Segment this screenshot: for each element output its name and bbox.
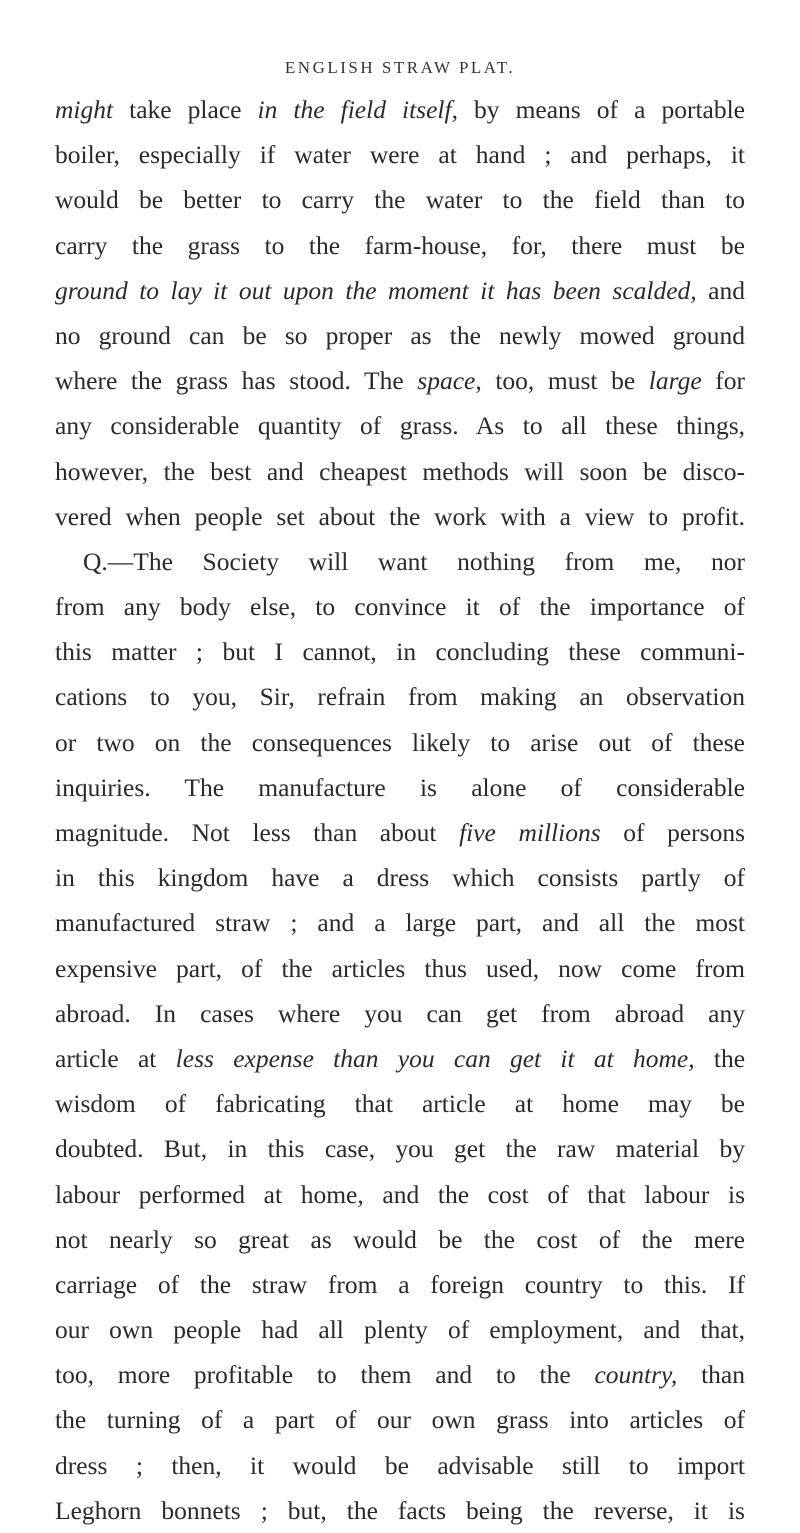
text-span: from any body else, to convince it of the importance of <box>55 592 745 622</box>
text-line <box>55 1443 745 1488</box>
text-line <box>55 1172 745 1217</box>
text-span: carriage of the straw from a foreign country to this. If <box>55 1269 745 1299</box>
text-span: cations to you, Sir, refrain from making an observation <box>55 682 745 712</box>
text-span: or two on the consequences likely to arise out of these <box>55 727 745 757</box>
italic-text-span <box>55 95 258 124</box>
text-line <box>55 494 745 539</box>
text-line <box>55 765 745 810</box>
text-span: than <box>677 1360 746 1390</box>
text-span: boiler, especially if water were at hand ; and perhaps, it <box>55 140 745 170</box>
italic-text-span: space, <box>417 366 482 396</box>
text-span: the turning of a part of our own grass into articles of <box>55 1405 745 1435</box>
text-line <box>55 1307 745 1352</box>
text-span: expensive part, of the articles thus used, now come from <box>55 953 745 983</box>
text-line <box>55 946 745 991</box>
text-span: labour performed at home, and the cost of that labour is <box>55 1179 745 1209</box>
text-span: Leghorn bonnets ; but, the facts being the reverse, it is <box>55 1495 745 1525</box>
text-span: by means of a portable <box>457 95 745 124</box>
text-line <box>55 1036 745 1081</box>
text-line <box>55 1217 745 1262</box>
text-span: our own people had all plenty of employment, and that, <box>55 1315 745 1345</box>
text-span: Q.—The Society will want nothing from me, nor <box>83 546 745 576</box>
running-head: ENGLISH STRAW PLAT. <box>284 58 516 77</box>
text-line <box>55 177 745 222</box>
italic-text-span: less expense than you can get it at home, <box>175 1043 695 1073</box>
text-span: doubted. But, in this case, you get the raw material by <box>55 1134 745 1164</box>
text-span: inquiries. The manufacture is alone of considerable <box>55 772 745 802</box>
italic-text-span: in the field itself, <box>257 95 458 124</box>
text-line <box>55 991 745 1036</box>
text-span: not nearly so great as would be the cost of the mere <box>55 1224 745 1254</box>
text-line <box>55 403 745 448</box>
italic-text-span: might <box>55 95 114 124</box>
text-span: any considerable quantity of grass. As to all these things, <box>55 411 745 441</box>
italic-text-span: ground to lay it out upon the moment it has been scalded, <box>55 275 697 305</box>
text-line <box>55 358 745 403</box>
text-line <box>55 629 745 674</box>
text-span: and <box>696 275 745 305</box>
text-line <box>55 1352 745 1397</box>
text-line <box>55 674 745 719</box>
text-line <box>55 268 745 313</box>
text-span: no ground can be so proper as the newly mowed ground <box>55 320 745 350</box>
text-span: too, must be <box>481 366 649 396</box>
italic-text-span: country, <box>594 1360 678 1390</box>
text-line <box>55 1488 745 1533</box>
text-span: of persons <box>600 818 746 847</box>
text-line <box>55 539 745 584</box>
text-line <box>55 1081 745 1126</box>
text-span: magnitude. Not less than about <box>55 818 460 847</box>
italic-text-span: five millions <box>459 818 601 847</box>
text-span: the <box>694 1043 746 1073</box>
text-line <box>55 584 745 629</box>
italic-text-span: large <box>648 366 702 396</box>
text-span: carry the grass to the farm-house, for, there must be <box>55 230 745 260</box>
text-line <box>55 855 745 900</box>
text-line <box>55 900 745 945</box>
text-line <box>55 720 745 765</box>
text-span: however, the best and cheapest methods will soon be disco- <box>55 456 745 486</box>
text-span: article at <box>55 1043 176 1073</box>
text-span: for <box>701 366 746 396</box>
text-line <box>55 87 745 132</box>
text-span: abroad. In cases where you can get from abroad any <box>55 998 745 1028</box>
text-span: manufactured straw ; and a large part, and all the most <box>55 908 745 938</box>
text-span: take place <box>113 95 258 124</box>
text-span: vered when people set about the work with a view to profit. <box>55 501 745 531</box>
text-span: too, more profitable to them and to the <box>55 1360 595 1390</box>
text-span: wisdom of fabricating that article at home may be <box>55 1089 745 1119</box>
text-line <box>55 810 745 855</box>
text-span: this matter ; but I cannot, in concluding these communi- <box>55 637 745 667</box>
body-text <box>55 87 745 1533</box>
text-line <box>55 313 745 358</box>
text-line <box>55 132 745 177</box>
text-line <box>55 223 745 268</box>
text-span: where the grass has stood. The <box>55 366 418 396</box>
text-line <box>55 1126 745 1171</box>
text-line <box>55 1262 745 1307</box>
text-span: dress ; then, it would be advisable still to import <box>55 1450 745 1480</box>
text-line <box>55 449 745 494</box>
text-span: would be better to carry the water to the field than to <box>55 185 745 215</box>
text-span: in this kingdom have a dress which consists partly of <box>55 863 745 893</box>
